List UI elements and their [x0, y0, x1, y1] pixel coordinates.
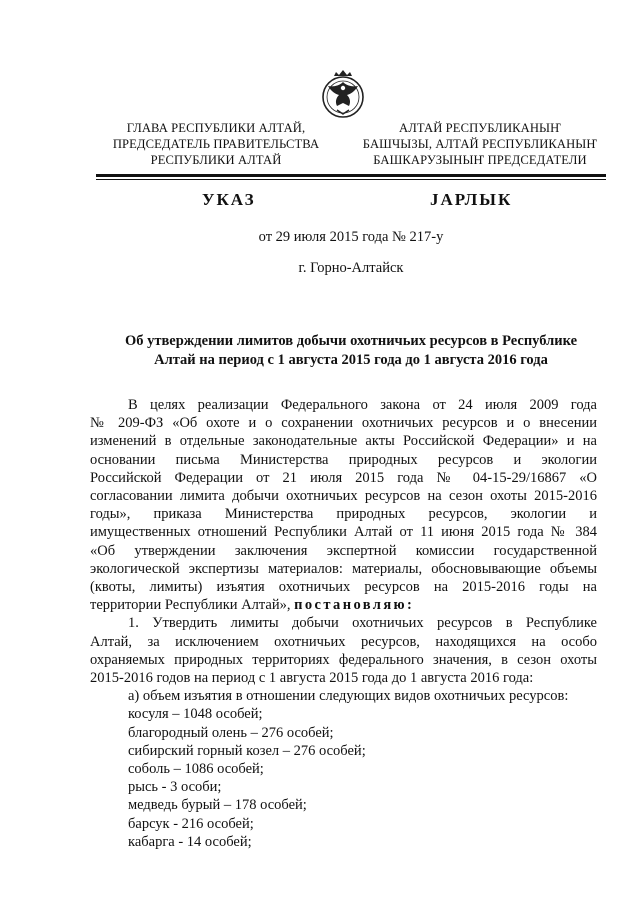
header-left-line: РЕСПУБЛИКИ АЛТАЙ: [150, 153, 282, 167]
preamble-line: В целях реализации Федерального закона от 24 июля 2009 года: [128, 397, 597, 413]
header-right-line: БАШЧЫЗЫ, АЛТАЙ РЕСПУБЛИКАНЫҤ: [362, 137, 598, 151]
header-left-line: ПРЕДСЕДАТЕЛЬ ПРАВИТЕЛЬСТВА: [112, 137, 320, 151]
header-divider-thick: [96, 174, 606, 177]
list-item: кабарга - 14 особей;: [128, 833, 252, 850]
preamble-line: «Об утверждении заключения экспертной комиссии государственной: [90, 542, 597, 559]
doc-type-ru: УКАЗ: [202, 190, 256, 209]
item1-line: охраняемых природных территориях федерального значения, в сезон охоты: [90, 651, 597, 668]
list-item: сибирский горный козел – 276 особей;: [128, 742, 366, 759]
doc-type-alt: JАРЛЫК: [430, 190, 513, 209]
item1-last-line: 2015-2016 годов на период с 1 августа 2015 года до 1 августа 2016 года:: [90, 670, 534, 687]
header-left-line: ГЛАВА РЕСПУБЛИКИ АЛТАЙ,: [126, 121, 306, 135]
preamble-line: согласовании лимита добычи охотничьих ресурсов на сезон охоты 2015-2016: [90, 488, 597, 505]
header-left: [96, 120, 336, 168]
preamble-line: имущественных отношений Республики Алтай от 11 июня 2015 года № 384: [90, 524, 597, 541]
header-right: [352, 120, 608, 168]
preamble-line: (квоты, лимиты) изъятия охотничьих ресурсов на 2015-2016 годы на: [90, 579, 597, 596]
decree-title: [96, 332, 606, 370]
list-item: косуля – 1048 особей;: [128, 706, 263, 723]
decree-city: г. Горно-Алтайск: [298, 260, 404, 276]
decree-title-line: Об утверждении лимитов добычи охотничьих ресурсов в Республике: [124, 333, 578, 349]
header-divider-thin: [96, 179, 606, 180]
list-item: соболь – 1086 особей;: [128, 761, 264, 778]
list-item: медведь бурый – 178 особей;: [128, 797, 307, 814]
preamble-line: основании письма Министерства природных ресурсов и экологии: [90, 451, 597, 468]
decree-word: постановляю:: [294, 597, 415, 614]
preamble-last-line: [90, 596, 597, 614]
list-item: благородный олень – 276 особей;: [128, 724, 334, 741]
header-right-line: АЛТАЙ РЕСПУБЛИКАНЫҤ: [399, 121, 561, 135]
decree-title-line: Алтай на период с 1 августа 2015 года до 1 августа 2016 года: [154, 352, 548, 368]
item1-line: Алтай, за исключением охотничьих ресурсов, находящихся на особо: [90, 633, 597, 650]
list-item: барсук - 216 особей;: [128, 815, 254, 832]
header-right-line: БАШКАРУЗЫНЫҤ ПРЕДСЕДАТЕЛИ: [373, 153, 587, 167]
list-item: а) объем изъятия в отношении следующих видов охотничьих ресурсов:: [128, 688, 569, 705]
preamble-line: изменений в отдельные законодательные акты Российской Федерации» и на: [90, 433, 597, 450]
item1-line: 1. Утвердить лимиты добычи охотничьих ресурсов в Республике: [128, 615, 597, 632]
preamble-line: экологической экспертизы материалов: материалы, обосновывающие объемы: [90, 560, 597, 577]
decree-body: [90, 396, 597, 851]
decree-date-number: от 29 июля 2015 года № 217-у: [258, 229, 444, 245]
list-item: рысь - 3 особи;: [128, 779, 222, 796]
preamble-line: Российской Федерации от 21 июля 2015 года № 04-15-29/16867 «О: [90, 469, 597, 486]
preamble-last-text: территории Республики Алтай»,: [90, 597, 291, 614]
preamble-line: годы», приказа Министерства природных ресурсов, экологии и: [90, 506, 597, 523]
golden-eagle-emblem-icon: [320, 68, 366, 126]
preamble-line: № 209-ФЗ «Об охоте и о сохранении охотничьих ресурсов и о внесении: [90, 415, 597, 432]
